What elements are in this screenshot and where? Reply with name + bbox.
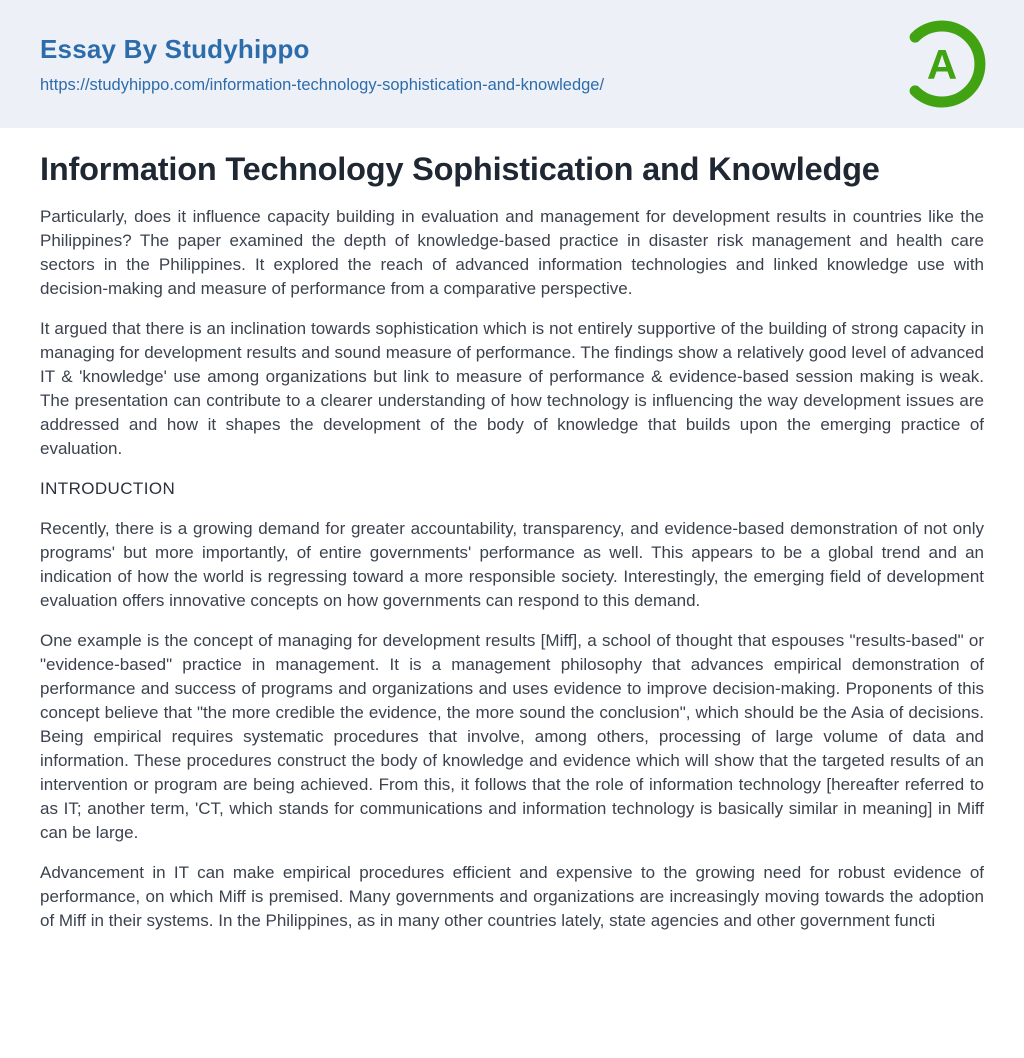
- paragraph: Advancement in IT can make empirical procedures efficient and expensive to the growing need for robust evidence of performance, on which Miff is premised. Many governments and organizations are increasingly moving towards the adoption of Miff in their systems. In the Philippines, as in many other countries lately, state agencies and other government functi: [40, 863, 984, 930]
- header-text-block: [40, 34, 604, 95]
- article-title: Information Technology Sophistication and Knowledge: [40, 151, 880, 187]
- page-header: [0, 0, 1024, 128]
- studyhippo-logo-icon: [898, 20, 986, 108]
- article: [0, 150, 1024, 933]
- site-title: Essay By Studyhippo: [40, 33, 310, 64]
- paragraph: One example is the concept of managing for development results [Miff], a school of thought that espouses "results-based" or "evidence-based" practice in management. It is a management philosophy that advances empirical demonstration of performance and success of programs and organizations and uses evidence to improve decision-making. Proponents of this concept believe that "the more credible the evidence, the more sound the conclusion", which should be the Asia of decisions. Being empirical requires systematic procedures that involve, among others, processing of large volume of data and information. These procedures construct the body of knowledge and evidence which will show that the targeted results of an intervention or program are being achieved. From this, it follows that the role of information technology [hereafter referred to as IT; another term, 'CT, which stands for communications and information technology is basically similar in meaning] in Miff can be large.: [40, 631, 984, 842]
- section-heading: INTRODUCTION: [40, 479, 176, 498]
- paragraph: Recently, there is a growing demand for greater accountability, transparency, and evidence-based demonstration of not only programs' but more importantly, of entire governments' performance as well. This appears to be a global trend and an indication of how the world is regressing toward a more responsible society. Interestingly, the emerging field of development evaluation offers innovative concepts on how governments can respond to this demand.: [40, 519, 984, 610]
- logo-letter: A: [926, 41, 958, 88]
- page-url-link[interactable]: https://studyhippo.com/information-technology-sophistication-and-knowledge/: [40, 75, 605, 94]
- paragraph: Particularly, does it influence capacity building in evaluation and management for development results in countries like the Philippines? The paper examined the depth of knowledge-based practice in disaster risk management and health care sectors in the Philippines. It explored the reach of advanced information technologies and linked knowledge use with decision-making and measure of performance from a comparative perspective.: [40, 207, 984, 298]
- paragraph: It argued that there is an inclination towards sophistication which is not entirely supportive of the building of strong capacity in managing for development results and sound measure of performance. The findings show a relatively good level of advanced IT & 'knowledge' use among organizations but link to measure of performance & evidence-based session making is weak. The presentation can contribute to a clearer understanding of how technology is influencing the way development issues are addressed and how it shapes the development of the body of knowledge that builds upon the emerging practice of evaluation.: [40, 319, 984, 458]
